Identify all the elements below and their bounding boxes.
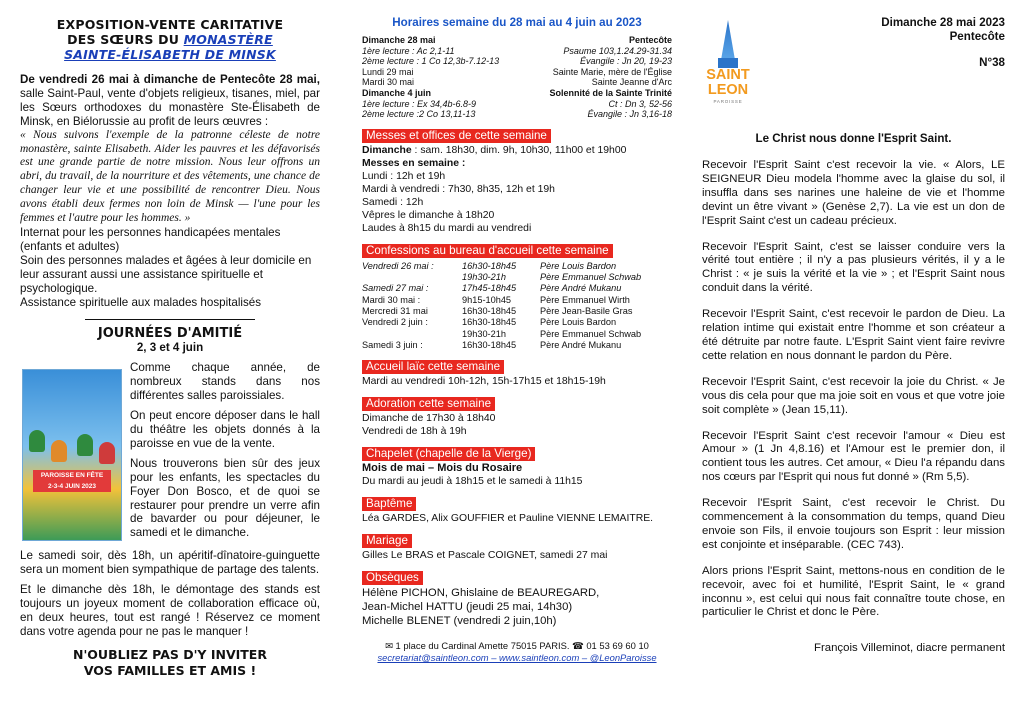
editorial-paragraph: Recevoir l'Esprit Saint, c'est se laisser conduire vers la vérité tout entière ; il n'y a pas plusieurs vérités, il y a le Christ : « je suis la vérité et la vie » ; et l'Esprit Saint nous conduit dans la vérité.: [702, 240, 1005, 295]
schedule-right: Sainte Marie, mère de l'Église: [552, 66, 672, 77]
messes-dimanche: [362, 144, 672, 157]
poster-banner-text: PAROISSE EN FÊTE: [40, 472, 104, 480]
chapelet-text: Du mardi au jeudi à 18h15 et le samedi à 11h15: [362, 476, 583, 488]
logo-word: LEON: [707, 82, 749, 98]
horaires-title: Horaires semaine du 28 mai au 4 juin au 2023: [392, 16, 642, 29]
obseques-lines: [362, 586, 672, 628]
messes-line: Samedi : 12h: [362, 196, 424, 208]
confession-time: 16h30-18h45: [462, 305, 517, 316]
bulletin-header: [702, 0, 1005, 118]
exposition-intro: [20, 73, 320, 129]
feast-text: Pentecôte: [949, 30, 1005, 43]
editorial-title: Le Christ nous donne l'Esprit Saint.: [755, 132, 952, 145]
confession-day: Samedi 3 juin :: [362, 339, 423, 350]
confession-time: 19h30-21h: [462, 328, 506, 339]
confession-day: Vendredi 26 mai :: [362, 260, 434, 271]
messes-dimanche-label: Dimanche: [362, 144, 412, 156]
schedule-left: Dimanche 28 mai: [362, 35, 436, 45]
confessions-table: [362, 261, 672, 351]
journees-paragraph: Et le dimanche dès 18h, le démontage des stands est toujours un joyeux moment de collaboration efficace où, en deux heures, tout est rangé ! Réservez ce moment dans votre agenda pour ne pas le manquer !: [20, 583, 320, 638]
adoration-line: Dimanche de 17h30 à 18h40: [362, 413, 496, 425]
confession-time: 19h30-21h: [462, 272, 506, 283]
schedule-right: Psaume 103,1.24.29-31.34: [563, 45, 672, 56]
invite-line: N'OUBLIEZ PAS D'Y INVITER: [73, 646, 267, 662]
confession-row: [362, 283, 672, 294]
mission-item: Internat pour les personnes handicapées mentales (enfants et adultes): [20, 225, 281, 253]
messes-dimanche-text: : sam. 18h30, dim. 9h, 10h30, 11h00 et 19h00: [411, 144, 627, 156]
confession-priest: Père Louis Bardon: [540, 317, 617, 328]
journees-body: [20, 361, 320, 638]
messes-line: Mardi à vendredi : 7h30, 8h35, 12h et 19h: [362, 183, 555, 195]
schedule-row: [362, 88, 672, 99]
intro-bold: De vendredi 26 mai à dimanche de Pentecôte 28 mai,: [20, 73, 320, 86]
logo-word: SAINT: [706, 67, 750, 83]
schedule-right: Évangile : Jn 3,16-18: [587, 109, 672, 120]
journees-paragraph: Comme chaque année, de nombreux stands dans nos différentes salles paroissiales.: [130, 361, 320, 403]
journees-title: JOURNÉES D'AMITIÉ: [97, 326, 243, 342]
column-middle: [362, 0, 672, 724]
tree-icon: [99, 442, 115, 464]
divider: [85, 319, 255, 320]
messes-semaine-text: Messes en semaine :: [362, 157, 466, 169]
confession-day: Vendredi 2 juin :: [362, 317, 428, 328]
adoration-line: Vendredi de 18h à 19h: [362, 426, 467, 438]
schedule-left: Lundi 29 mai: [362, 66, 414, 77]
accueil-text: Mardi au vendredi 10h-12h, 15h-17h15 et 18h15-19h: [362, 376, 606, 388]
confession-day: Samedi 27 mai :: [362, 283, 429, 294]
confession-row: [362, 306, 672, 317]
schedule-right: Ct : Dn 3, 52-56: [608, 98, 672, 109]
column-right: [702, 0, 1005, 724]
messes-semaine-label: [362, 157, 672, 170]
column-left: [20, 0, 320, 724]
editorial-paragraph: Recevoir l'Esprit Saint c'est recevoir la vie. « Alors, LE SEIGNEUR Dieu modela l'homme avec la glaise du sol, il insuffla dans ses narines une haleine de vie et l'homme devint un être vivant » (Genèse 2,7). La vie est un don de l'Esprit Saint c'est un cadeau précieux.: [702, 159, 1005, 227]
messes-line: Vêpres le dimanche à 18h20: [362, 209, 495, 221]
mission-item: Soin des personnes malades et âgées à leur domicile en leur assurant aussi une assistance spirituelle et psychologique.: [20, 253, 312, 295]
journees-paragraph: Nous trouverons bien sûr des jeux pour les enfants, les spectacles du Foyer Don Bosco, et de quoi se restaurer pour prendre un verre afin de bavarder ou pour déjeuner, le samedi et le dimanche.: [130, 456, 320, 540]
tree-icon: [29, 430, 45, 452]
schedule-left: Dimanche 4 juin: [362, 87, 432, 98]
editorial-signature: François Villeminot, diacre permanent: [814, 642, 1005, 655]
confession-row: [362, 261, 672, 272]
exposition-title: [20, 17, 320, 62]
obseques-line: Hélène PICHON, Ghislaine de BEAUREGARD,: [362, 587, 600, 600]
section-header-messes: Messes et offices de cette semaine: [362, 129, 551, 143]
confession-row: [362, 272, 672, 283]
editorial-paragraph: Recevoir l'Esprit Saint, c'est recevoir le Christ. Du commencement à la consommation du temps, quand Dieu envoie son Fils, il envoie toujours son Esprit : leur mission est conjointe et inséparable. (CEC 743).: [702, 497, 1005, 551]
editorial-paragraph: Recevoir l'Esprit Saint, c'est recevoir la joie du Christ. « Je vous dis cela pour que ma joie soit en vous et que votre joie soit complète » (Jean 15,11).: [702, 375, 1005, 416]
confession-time: 16h30-18h45: [462, 339, 517, 350]
messes-line: Lundi : 12h et 19h: [362, 170, 446, 182]
section-header-chapelet: Chapelet (chapelle de la Vierge): [362, 447, 535, 461]
confession-day: Mercredi 31 mai: [362, 305, 428, 316]
section-header-mariage: Mariage: [362, 534, 412, 548]
editorial-paragraph: Alors prions l'Esprit Saint, mettons-nous en condition de le recevoir, avec foi et humilité, l'Esprit Saint, le « grand inconnu », est celui qui nous fait connaître toute chose, en particulier le Christ et donc le Père.: [702, 564, 1005, 619]
confession-priest: Père Emmanuel Wirth: [540, 294, 630, 305]
title-line: EXPOSITION-VENTE CARITATIVE: [56, 17, 284, 32]
exposition-quote: « Nous suivons l'exemple de la patronne céleste de notre monastère, sainte Elisabeth. Aider les pauvres et les défavorisés est une grande partie de notre mission. Nous leur offrons un abri, du travail, de la nourriture et des vêtements, une chance de changer leur vie et une possibilité de rencontrer Dieu. Nous avons établi deux fermes non loin de Minsk — l'une pour les femmes et l'autre pour les hommes. »: [20, 128, 320, 225]
confession-time: 17h45-18h45: [462, 283, 517, 294]
confession-priest: Père André Mukanu: [540, 339, 622, 350]
confession-priest: Père Jean-Basile Gras: [540, 305, 633, 316]
journees-paragraph: Le samedi soir, dès 18h, un apéritif-dînatoire-guinguette sera un moment bien sympathique de partage des talents.: [20, 549, 320, 577]
section-header-bapteme: Baptême: [362, 497, 416, 511]
title-line: SAINTE-ÉLISABETH DE MINSK: [64, 47, 276, 62]
schedule-row: [362, 99, 672, 110]
section-header-adoration: Adoration cette semaine: [362, 397, 495, 411]
mariage-text: Gilles Le BRAS et Pascale COIGNET, samedi 27 mai: [362, 550, 608, 562]
liturgy-schedule: [362, 35, 672, 120]
schedule-row: [362, 67, 672, 78]
schedule-right: Solennité de la Sainte Trinité: [549, 87, 672, 98]
editorial-paragraph: Recevoir l'Esprit Saint c'est recevoir l'amour « Dieu est Amour » (1 Jn 4,8.16) et l'Amour est le premier don, il contient tous les autres. Cet amour, « Dieu l'a répandu dans nos cœurs par l'Esprit qui nous fut donné » (Rm 5,5).: [702, 429, 1005, 484]
confession-day: [362, 329, 462, 340]
obseques-line: Michelle BLENET (vendredi 2 juin,10h): [362, 615, 557, 628]
schedule-right: Évangile : Jn 20, 19-23: [579, 56, 672, 67]
schedule-left: Mardi 30 mai: [362, 77, 415, 88]
confession-row: [362, 295, 672, 306]
date-text: Dimanche 28 mai 2023: [881, 16, 1005, 29]
confession-day: Mardi 30 mai :: [362, 294, 421, 305]
messes-line: Laudes à 8h15 du mardi au vendredi: [362, 222, 532, 234]
chapelet-bold: Mois de mai – Mois du Rosaire: [362, 462, 523, 475]
poster-banner: [33, 470, 111, 492]
parish-contacts[interactable]: secretariat@saintleon.com – www.saintleon.com – @LeonParoisse: [377, 652, 657, 664]
journees-paragraph: On peut encore déposer dans le hall du théâtre les objets donnés à la paroisse en vue de la vente.: [130, 409, 320, 450]
schedule-row: [362, 56, 672, 67]
schedule-row: [362, 35, 672, 46]
confession-time: 16h30-18h45: [462, 317, 517, 328]
mission-item: Assistance spirituelle aux malades hospitalisés: [20, 295, 262, 309]
schedule-left: 2ème lecture : 1 Co 12,3b-7.12-13: [362, 56, 500, 67]
paroisse-en-fete-poster: [22, 369, 122, 541]
invite-title: [20, 647, 320, 679]
schedule-left: 1ère lecture : Ac 2,1-11: [362, 45, 455, 56]
title-highlight: MONASTÈRE: [183, 32, 273, 47]
schedule-left: 1ère lecture : Ex 34,4b-6.8-9: [362, 98, 477, 109]
confession-row: [362, 329, 672, 340]
confession-priest: Père André Mukanu: [540, 283, 622, 294]
journees-dates: 2, 3 et 4 juin: [136, 341, 204, 355]
poster-dates: 2-3-4 JUIN 2023: [47, 483, 97, 491]
confession-priest: Père Emmanuel Schwab: [540, 328, 642, 339]
schedule-row: [362, 77, 672, 88]
editorial-paragraph: Recevoir l'Esprit Saint, c'est recevoir le pardon de Dieu. La relation intime qui existait entre l'homme et son créateur a été détruite par notre faute. L'Esprit Saint vient faire revivre cette relation en nous donnant le pardon du Père.: [702, 308, 1005, 362]
bulletin-date: [881, 16, 1005, 44]
title-line: [20, 32, 320, 47]
confession-priest: Père Emmanuel Schwab: [540, 272, 642, 283]
confession-row: [362, 317, 672, 328]
confession-day: [362, 272, 462, 283]
bapteme-text: Léa GARDES, Alix GOUFFIER et Pauline VIENNE LEMAITRE.: [362, 513, 654, 525]
schedule-row: [362, 109, 672, 120]
tree-icon: [77, 434, 93, 456]
confession-row: [362, 340, 672, 351]
parish-address: ✉ 1 place du Cardinal Amette 75015 PARIS. ☎ 01 53 69 60 10: [385, 640, 649, 652]
obseques-line: Jean-Michel HATTU (jeudi 25 mai, 14h30): [362, 601, 573, 614]
saint-leon-logo: [702, 20, 754, 104]
section-header-accueil: Accueil laïc cette semaine: [362, 360, 504, 374]
schedule-right: Sainte Jeanne d'Arc: [591, 77, 672, 88]
messes-lines: [362, 170, 672, 235]
spire-icon: [721, 20, 735, 60]
bulletin-number: N°38: [979, 56, 1005, 69]
schedule-row: [362, 46, 672, 57]
section-header-obseques: Obsèques: [362, 571, 423, 585]
tree-icon: [51, 440, 67, 462]
schedule-right: Pentecôte: [628, 35, 672, 45]
intro-rest: salle Saint-Paul, vente d'objets religieux, tisanes, miel, par les Sœurs orthodoxes du monastère Ste-Élisabeth de Minsk, en Biélorussie au profit de leurs œuvres :: [20, 86, 320, 128]
logo-sub: PAROISSE: [713, 99, 743, 104]
title-prefix: DES SŒURS DU: [67, 32, 184, 47]
confession-priest: Père Louis Bardon: [540, 260, 617, 271]
schedule-left: 2ème lecture :2 Co 13,11-13: [362, 109, 476, 120]
editorial-body: [702, 159, 1005, 620]
section-header-confessions: Confessions au bureau d'accueil cette semaine: [362, 244, 613, 258]
invite-line: VOS FAMILLES ET AMIS !: [83, 662, 257, 678]
confession-time: 16h30-18h45: [462, 260, 517, 271]
confession-time: 9h15-10h45: [462, 294, 512, 305]
